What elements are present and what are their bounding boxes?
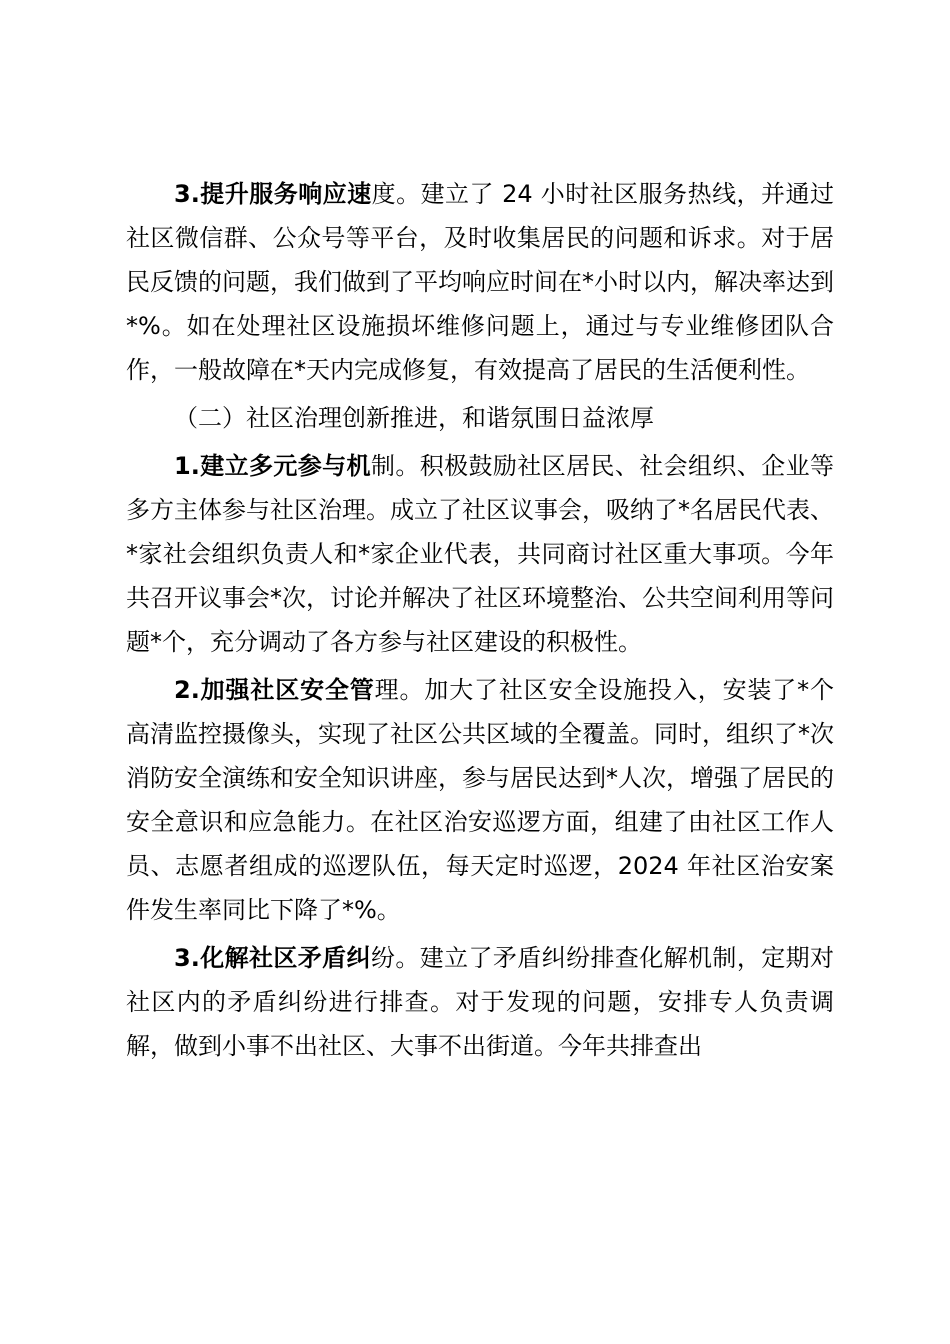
paragraph-safety-management	[126, 668, 834, 932]
section-heading: （二）社区治理创新推进，和谐氛围日益浓厚	[174, 404, 654, 432]
paragraph-body: 理。加大了社区安全设施投入，安装了*个高清监控摄像头，实现了社区公共区域的全覆盖。同时，组织了*次消防安全演练和安全知识讲座，参与居民达到*人次，增强了居民的安全意识和应急能力。在社区治安巡逻方面，组建了由社区工作人员、志愿者组成的巡逻队伍，每天定时巡逻，2024 年社区治安案件发生率同比下降了*%。	[126, 676, 834, 924]
paragraph-service-response	[126, 172, 834, 392]
paragraph-multi-participation	[126, 444, 834, 664]
document-page	[126, 172, 834, 1068]
paragraph-lead: 1.建立多元参与机	[174, 452, 371, 480]
paragraph-body: 度。建立了 24 小时社区服务热线，并通过社区微信群、公众号等平台，及时收集居民的问题和诉求。对于居民反馈的问题，我们做到了平均响应时间在*小时以内，解决率达到*%。如在处理社区设施损坏维修问题上，通过与专业维修团队合作，一般故障在*天内完成修复，有效提高了居民的生活便利性。	[126, 180, 834, 384]
paragraph-lead: 3.提升服务响应速	[174, 180, 372, 208]
paragraph-lead: 3.化解社区矛盾纠	[174, 944, 371, 972]
paragraph-body: 制。积极鼓励社区居民、社会组织、企业等多方主体参与社区治理。成立了社区议事会，吸纳了*名居民代表、*家社会组织负责人和*家企业代表，共同商讨社区重大事项。今年共召开议事会*次，讨论并解决了社区环境整治、公共空间利用等问题*个，充分调动了各方参与社区建设的积极性。	[126, 452, 834, 656]
paragraph-lead: 2.加强社区安全管	[174, 676, 375, 704]
paragraph-body: 纷。建立了矛盾纠纷排查化解机制，定期对社区内的矛盾纠纷进行排查。对于发现的问题，安排专人负责调解，做到小事不出社区、大事不出街道。今年共排查出	[126, 944, 834, 1060]
paragraph-dispute-resolution	[126, 936, 834, 1068]
